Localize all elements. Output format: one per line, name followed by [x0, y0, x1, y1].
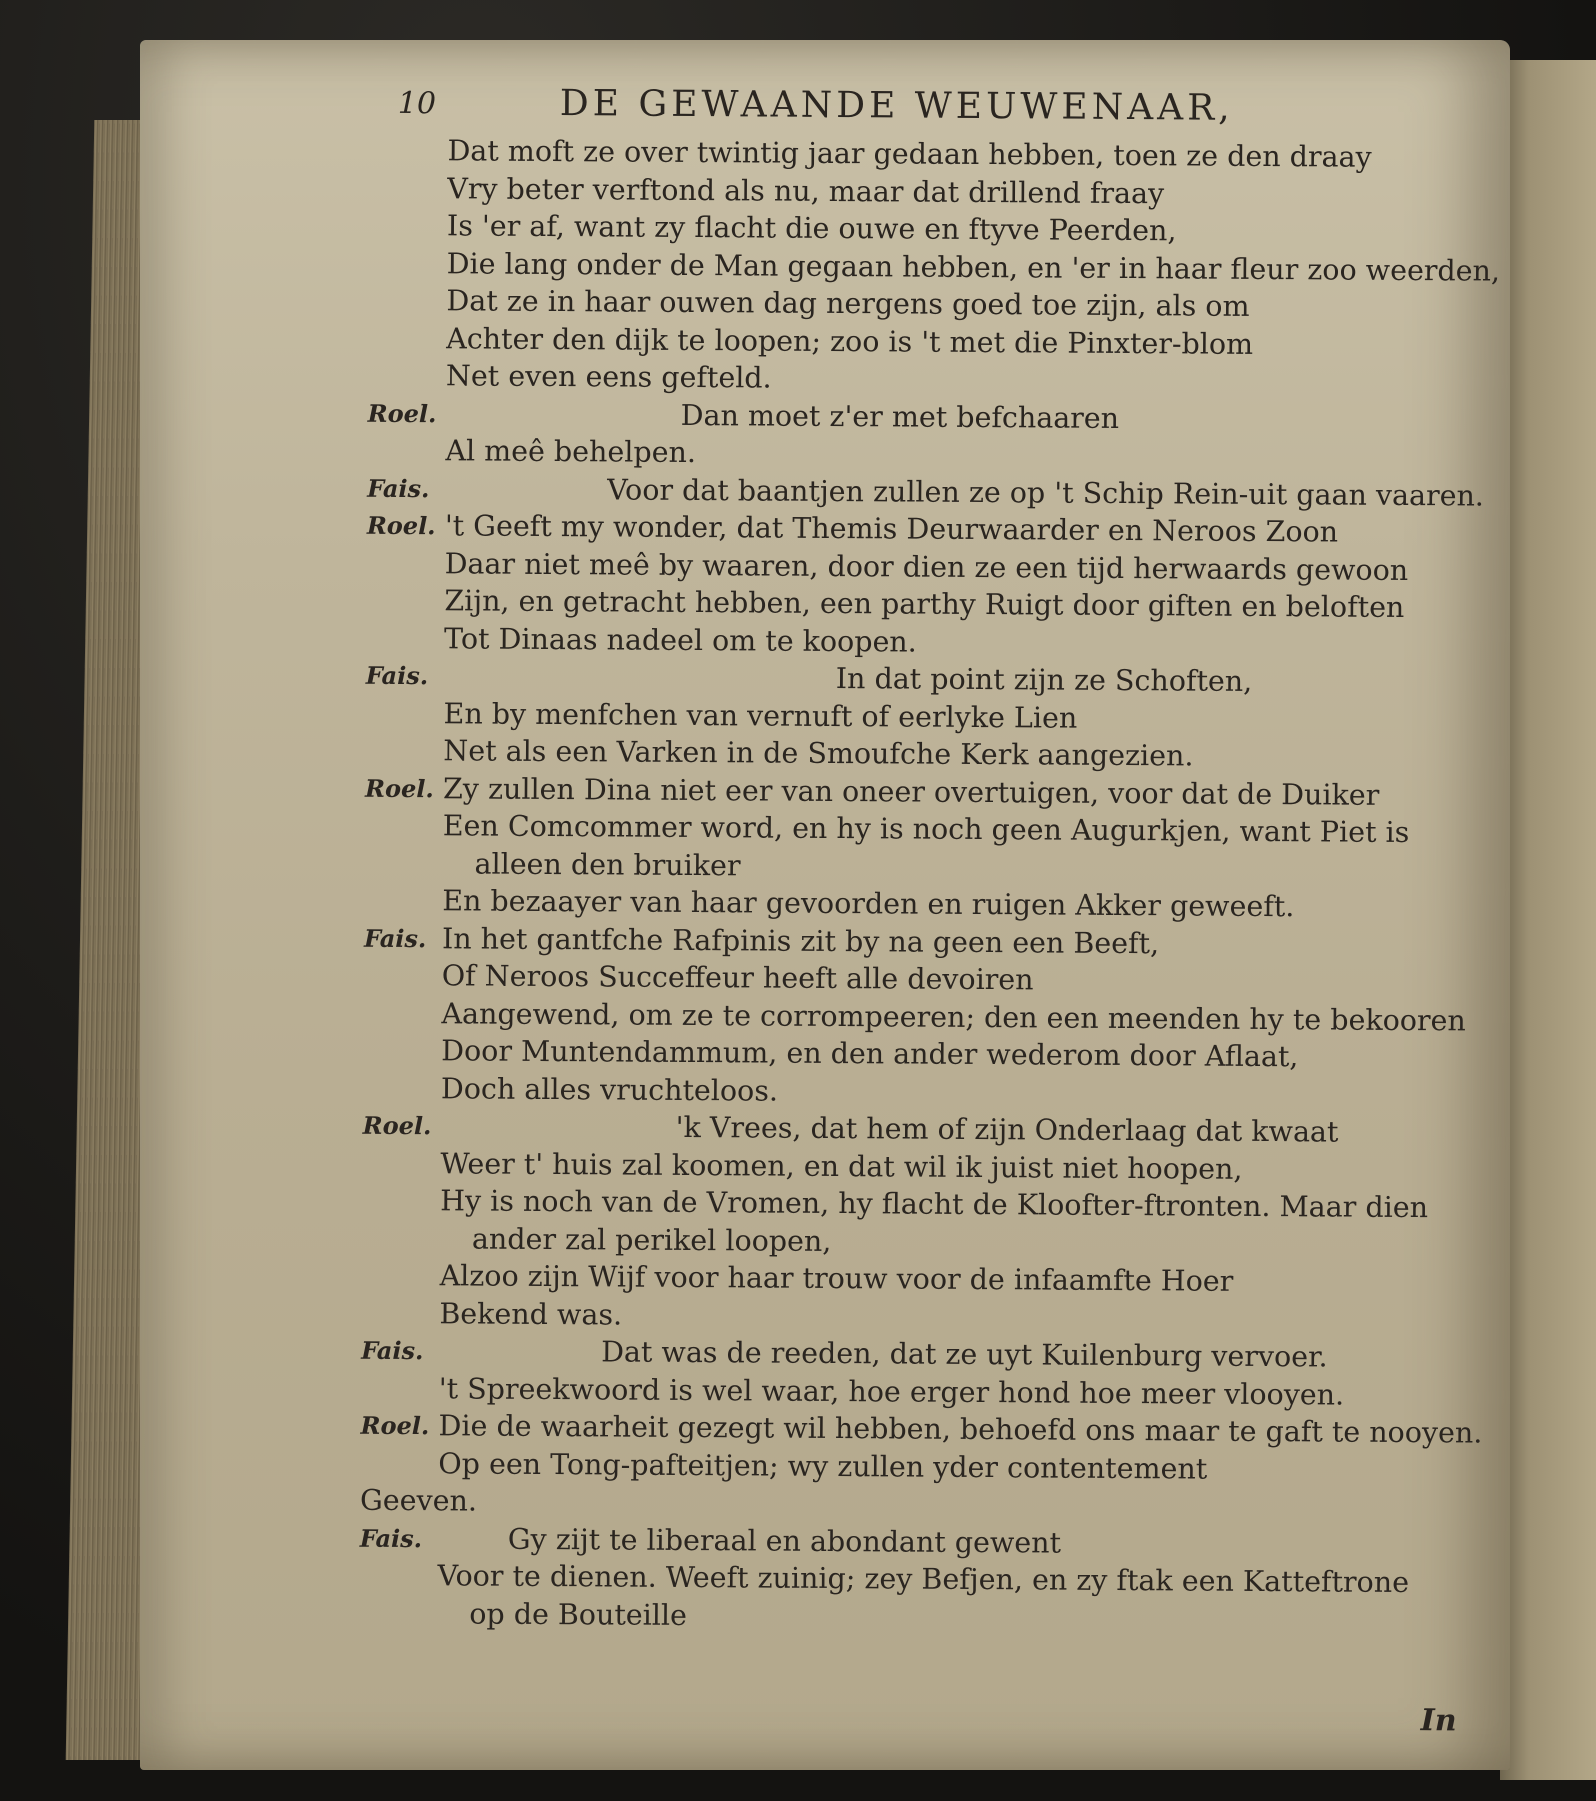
line-text: Alzoo zijn Wijf voor haar trouw voor de infaamfte Hoer [439, 1259, 1234, 1298]
line-text: Zy zullen Dina niet eer van oneer overtuigen, voor dat de Duiker [442, 771, 1380, 812]
line-text: Vry beter verftond als nu, maar dat drillend fraay [447, 171, 1165, 210]
line-text: Dat moft ze over twintig jaar gedaan hebben, toen ze den draay [447, 134, 1372, 174]
line-text: Dat was de reeden, dat ze uyt Kuilenburg vervoer. [601, 1335, 1328, 1374]
line-text: Achter den dijk te loopen; zoo is 't met die Pinxter-blom [446, 321, 1254, 361]
line-text: Zijn, en getracht hebben, een parthy Ruigt door giften en beloften [444, 584, 1405, 624]
line-text: Een Comcommer word, en hy is noch geen Augurkjen, want Piet is [442, 809, 1410, 850]
page-text [359, 82, 1501, 1739]
speaker-label: Roel. [367, 398, 437, 428]
line-text: Door Muntendammum, en den ander wederom door Aflaat, [441, 1034, 1299, 1074]
verse-lines [359, 132, 1501, 1639]
line-text: Tot Dinaas nadeel om te koopen. [444, 621, 917, 659]
page-header [398, 82, 1468, 135]
line-text: 't Spreekwoord is wel waar, hoe erger hond hoe meer vlooyen. [438, 1371, 1345, 1412]
speaker-label: Fais. [365, 660, 429, 691]
line-text: Aangewend, om ze te corrompeeren; den een meenden hy te bekooren [441, 996, 1466, 1037]
line-text: alleen den bruiker [474, 846, 741, 882]
verse-line [397, 1594, 1457, 1639]
catchword: In [1420, 1703, 1457, 1739]
line-text: 'k Vrees, dat hem of zijn Onderlaag dat kwaat [675, 1110, 1339, 1149]
line-text: Doch alles vruchteloos. [440, 1071, 779, 1108]
speaker-label: Fais. [359, 1523, 423, 1553]
line-text: Al meê behelpen. [445, 434, 697, 470]
line-text: Daar niet meê by waaren, door dien ze een tijd herwaards gewoon [444, 546, 1409, 587]
speaker-label: Roel. [362, 1110, 432, 1141]
line-text: En by menfchen van vernuft of eerlyke Lien [443, 696, 1078, 735]
running-title: DE GEWAANDE WEUWENAAR, [559, 83, 1234, 129]
line-text: ander zal perikel loopen, [471, 1221, 832, 1258]
speaker-label: Roel. [364, 773, 434, 803]
line-text: Geeven. [359, 1483, 478, 1518]
line-text: Die de waarheit gezegt wil hebben, behoefd ons maar te gaft te nooyen. [438, 1409, 1483, 1450]
line-text: Voor te dienen. Weeft zuinig; zey Befjen, en zy ftak een Katteftrone [437, 1559, 1410, 1600]
line-text: In het gantfche Rafpinis zit by na geen een Beeft, [441, 921, 1160, 960]
line-text: Net even eens gefteld. [445, 359, 772, 395]
line-text: Voor dat baantjen zullen ze op 't Schip Rein-uit gaan vaaren. [607, 472, 1485, 513]
facing-page-edge [1500, 60, 1596, 1780]
line-text: Net als een Varken in de Smoufche Kerk aangezien. [443, 734, 1194, 773]
speaker-label: Fais. [363, 923, 427, 953]
line-text: Die lang onder de Man gegaan hebben, en 'er in haar fleur zoo weerden, [446, 246, 1501, 288]
speaker-label: Roel. [366, 510, 436, 541]
line-text: Gy zijt te liberaal en abondant gewent [507, 1522, 1062, 1560]
line-text: In dat point zijn ze Schoften, [835, 662, 1253, 698]
line-text: Dat ze in haar ouwen dag nergens goed toe zijn, als om [446, 284, 1250, 323]
line-text: Of Neroos Succeffeur heeft alle devoiren [441, 959, 1034, 997]
line-text: En bezaayer van haar gevoorden en ruigen Akker geweeft. [442, 884, 1295, 924]
line-text: 't Geeft my wonder, dat Themis Deurwaarder en Neroos Zoon [444, 509, 1339, 549]
line-text: op de Bouteille [469, 1596, 688, 1632]
line-text: Is 'er af, want zy flacht die ouwe en ftyve Peerden, [446, 209, 1177, 248]
speaker-label: Fais. [361, 1335, 424, 1366]
line-text: Weer t' huis zal koomen, en dat wil ik juist niet hoopen, [440, 1146, 1243, 1186]
speaker-label: Roel. [360, 1410, 430, 1441]
line-text: Op een Tong-pafteitjen; wy zullen yder contentement [438, 1446, 1208, 1486]
page-number: 10 [397, 85, 437, 122]
speaker-label: Fais. [367, 473, 430, 503]
line-text: Bekend was. [439, 1296, 623, 1332]
line-text: Hy is noch van de Vromen, hy flacht de Kloofter-ftronten. Maar dien [440, 1184, 1429, 1225]
line-text: Dan moet z'er met befchaaren [680, 398, 1120, 435]
